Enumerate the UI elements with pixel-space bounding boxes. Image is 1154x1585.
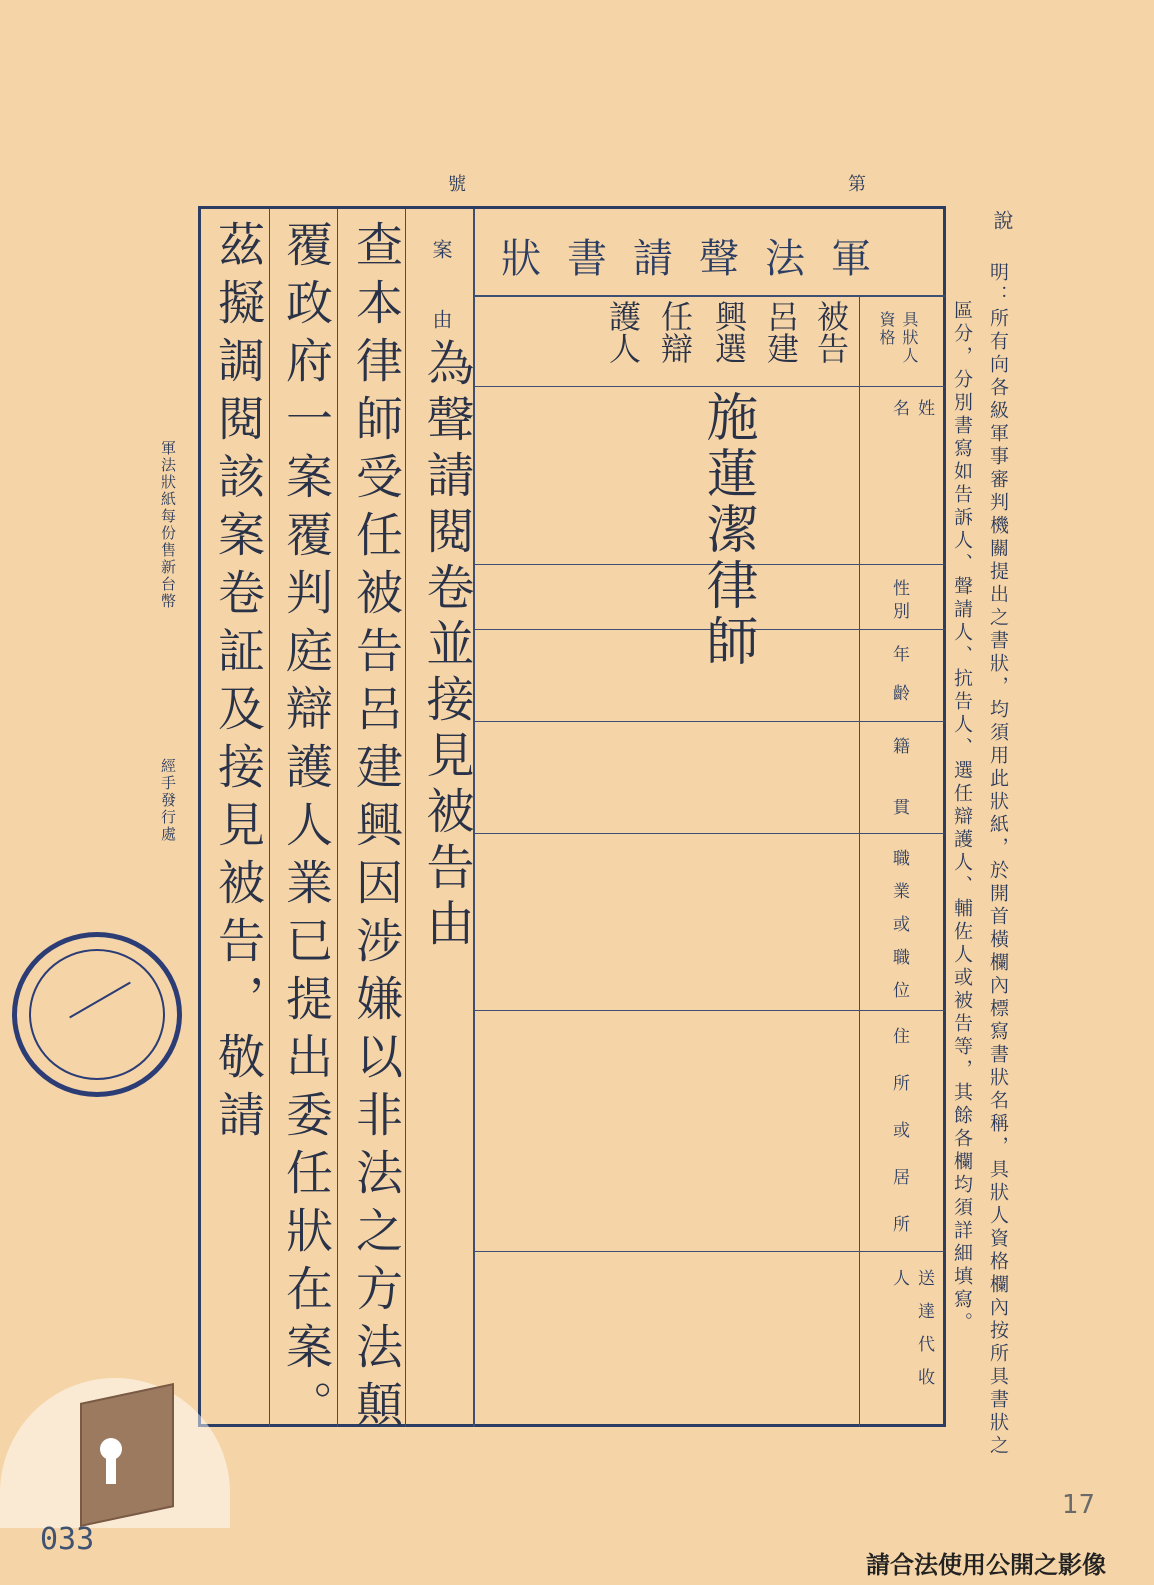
instructions-line-1: 明：所有向各級軍事審判機關提出之書狀，均須用此狀紙，於開首橫欄內標寫書狀名稱，具狀人資格欄內按所具書狀之 xyxy=(987,262,1009,1458)
instructions-title: 說 xyxy=(990,210,1014,230)
label-qualification: 具狀人資格 xyxy=(877,311,919,365)
body-line-2: 覆政府一案覆判庭辯護人業已提出委任狀在案。 xyxy=(278,220,333,1438)
label-origin: 籍貫 xyxy=(889,737,909,859)
price-note: 軍法狀紙每份售新台幣 xyxy=(159,440,177,610)
qual-entry-4: 任辯 xyxy=(656,300,694,364)
label-name: 姓名 xyxy=(889,399,934,526)
label-agent: 送達代收人 xyxy=(889,1269,934,1401)
label-sex: 性別 xyxy=(889,579,909,625)
body-line-3: 茲擬調閱該案卷証及接見被告，敬請 xyxy=(210,220,265,1148)
qual-entry-2: 呂建 xyxy=(762,300,800,364)
qual-entry-5: 護人 xyxy=(604,300,642,364)
instructions-line-2: 區分，分別書寫如告訴人、聲請人、抗告人、選任辯護人、輔佐人或被告等，其餘各欄均須詳細填寫。 xyxy=(951,300,973,1335)
reason-text: 為聲請閱卷並接見被告由 xyxy=(418,338,474,954)
body-line-1: 查本律師受任被告呂建興因涉嫌以非法之方法顛 xyxy=(348,220,403,1438)
label-residence: 住所或居所 xyxy=(889,1027,909,1262)
label-occupation: 職業或職位 xyxy=(889,849,909,1014)
archive-logo xyxy=(0,1378,230,1528)
label-anyou: 案由 xyxy=(429,239,453,379)
qual-entry-3: 興選 xyxy=(710,300,748,364)
pencil-page-mark: 17 xyxy=(1062,1490,1096,1520)
hao-label: 號 xyxy=(448,174,466,195)
official-seal xyxy=(12,932,182,1097)
page-number: 033 xyxy=(40,1522,95,1557)
issuer-note: 經手發行處 xyxy=(159,758,177,843)
label-age: 年齡 xyxy=(889,645,909,723)
name-entry: 施蓮潔律師 xyxy=(697,390,757,670)
form-title: 軍法聲請書狀 xyxy=(501,236,897,282)
qual-entry-1: 被告 xyxy=(812,300,850,364)
footer-notice: 請合法使用公開之影像 xyxy=(866,1551,1106,1579)
di-label: 第 xyxy=(848,174,866,195)
